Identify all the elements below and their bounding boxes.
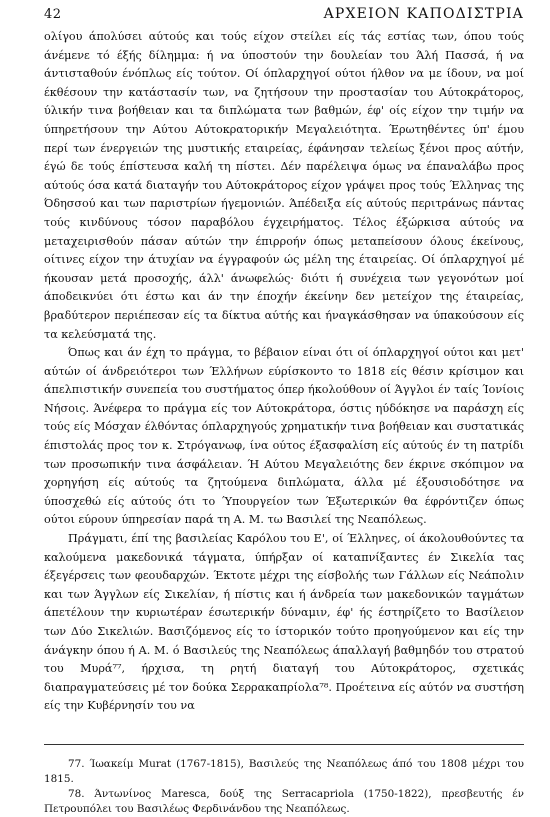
body-text xyxy=(44,28,524,716)
footnotes xyxy=(44,744,524,817)
footnote-77: 77. Ίωακείμ Murat (1767-1815), Βασιλεύς της Νεαπόλεως άπό του 1808 μέχρι του 1815. xyxy=(44,758,524,785)
running-title: ΑΡΧΕΙΟΝ ΚΑΠΟΔΙΣΤΡΙΑ xyxy=(323,6,524,22)
paragraph-1: ολίγου άπολύσει αύτούς και τούς είχον στείλει είς τάς εστίας των, όπου τούς άνέμενε τό έξής δίλημμα: ή να ύποστούν την δουλείαν του Άλή Πασσά, ή να άντισταθούν ένόπλως είς τούτον. Οί όπλαρχηγοί ούτοι ήλθον να με ίδουν, να μοί έκθέσουν την κατάστασίν των, να ζητήσουν την προστασίαν του Αύτοκράτορος, ύλικήν τινα βοήθειαν και τα διπλώματα των βαθμών, έφ' οίς είχον την τιμήν να ύπηρετήσουν την Αύτου Αύτοκρατορικήν Μεγαλειότητα. Έρωτηθέντες ύπ' έμου περί των ένεργειών της μυστικής εταιρείας, έφάνησαν τελείως ξένοι προς αύτήν, έγώ δε τούς έπίστευσα καλή τη πίστει. Δέν παρέλειψα όμως να έπαναλάβω προς αύτούς όσα κατά διαταγήν του Αύτοκράτορος είχον γράψει προς τούς Έλληνας της Όδησσού και των παριστρίων ήγεμονιών. Άπέδειξα είς αύτούς περιτράνως πάντας τούς κινδύνους τόσον παραβόλου έγχειρήματος. Τέλος έξώρκισα αύτούς να μεταχειρισθούν πάσαν αύτών την έπιρροήν όπως μεταπείσουν όλους έκείνους, οίτινες είχον την άτυχίαν να έγγραφούν ώς μέλη της έταιρείας. Οί όπλαρχηγοί μέ ήκουσαν μετά προσοχής, άλλ' άνωφελώς· διότι ή συνέχεια των γεγονότων μοί άποδεικνύει ότι έστω και άν την έποχήν έκείνην δεν μετείχον της έταιρείας, βραδύτερον περιέπεσαν είς τα δίκτυα αύτής και ήναγκάσθησαν να ύπακούσουν είς τα κελεύσματά της. xyxy=(44,30,524,341)
page-number: 42 xyxy=(44,7,62,22)
paragraph-3: Πράγματι, έπί της βασιλείας Καρόλου του Ε', οί Έλληνες, οί άκολουθούντες τα καλούμενα μακεδονικά τάγματα, ύπήρξαν οί καταπνίξαντες έν Σικελία τας έξεγέρσεις των φεουδαρχών. Έκτοτε μέχρι της είσβολής των Γάλλων είς Νεάπολιν και των Άγγλων είς Σικελίαν, ή πίστις και ή άνδρεία των μακεδονικών ταγμάτων άπετέλουν την κυριωτέραν έσωτερικήν δύναμιν, έφ' ής έστηρίζετο το Βασίλειον των Δύο Σικελιών. Βασιζόμενος είς το ίστορικόν τούτο προηγούμενον και είς την άνάγκην όπου ή Α. Μ. ό Βασιλεύς της Νεαπόλεως άπαλλαγή βαθμηδόν του στρατού του Μυρά⁷⁷, ήρχισα, τη ρητή διαταγή του Αύτοκράτορος, σχετικάς διαπραγματεύσεις μέ τον δούκα Σερρακαπρίολα⁷⁸. Προέτεινα είς αύτόν να συστήση είς την Κυβέρνησίν του να xyxy=(44,532,524,713)
paragraph-2: Όπως και άν έχη το πράγμα, το βέβαιον είναι ότι οί όπλαρχηγοί ούτοι και μετ' αύτών οί άνδρειότεροι των Έλλήνων εύρίσκοντο το 1818 είς θέσιν κρίσιμον και άπελπιστικήν συνεπεία του συστήματος όπερ ήκολούθουν οί Άγγλοι έν ταίς Ίονίοις Νήσοις. Άνέφερα το πράγμα είς τον Αύτοκράτορα, όστις ηύδόκησε να παράσχη είς τούς είς Μόσχαν έλθόντας όπλαρχηγούς χρηματικήν τινα βοήθειαν και συστατικάς έπιστολάς προς τον κ. Στρόγανωφ, ίνα ούτος έξασφαλίση είς αύτούς έν τη πατρίδι των προσωπικήν τινα άσφάλειαν. Ή Αύτου Μεγαλειότης δεν έκρινε σκόπιμον να χορηγήση είς αύτούς τα ζητούμενα διπλώματα, άλλα μέ έξουσιοδότησε να ύποσχεθώ είς αύτούς ότι το Ύπουργείον των Έξωτερικών θα έφρόντιζεν όπως ούτοι εύρουν ύπηρεσίαν παρά τη Α. Μ. τω Βασιλεί της Νεαπόλεως. xyxy=(44,346,524,527)
footnote-78: 78. Άντωνίνος Maresca, δούξ της Serracapriola (1750-1822), πρεσβευτής έν Πετρουπόλει του Βασιλέως Φερδινάνδου της Νεαπόλεως. xyxy=(44,788,524,815)
page-header xyxy=(44,6,524,22)
